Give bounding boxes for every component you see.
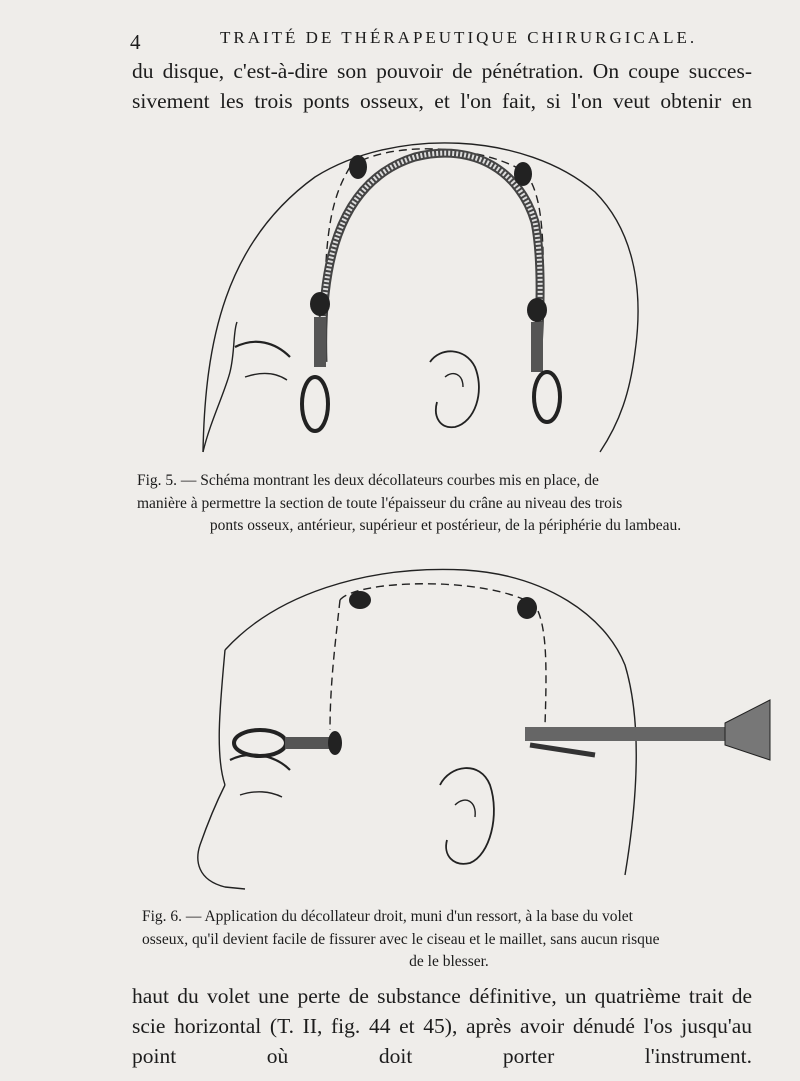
figure-6-caption xyxy=(142,906,756,974)
figure-6-caption-line-2: osseux, qu'il devient facile de fissurer avec le ciseau et le maillet, sans aucun risque xyxy=(142,930,660,948)
figure-6-caption-line-1: Fig. 6. — Application du décollateur droit, muni d'un ressort, à la base du volet xyxy=(142,908,633,925)
figure-6-illustration xyxy=(185,555,785,900)
figure-5-caption-line-1: Fig. 5. — Schéma montrant les deux décollateurs courbes mis en place, de xyxy=(137,472,599,489)
outro-line-1: haut du volet une perte de substance définitive, un quatrième trait de xyxy=(132,984,752,1008)
figure-5-caption-line-3: ponts osseux, antérieur, supérieur et postérieur, de la périphérie du lambeau. xyxy=(209,517,682,534)
running-title: TRAITÉ DE THÉRAPEUTIQUE CHIRURGICALE. xyxy=(220,28,698,47)
figure-5-illustration xyxy=(175,122,645,462)
figure-5-caption-line-2: manière à permettre la section de toute l'épaisseur du crâne au niveau des trois xyxy=(137,494,623,512)
outro-paragraph xyxy=(132,981,752,1071)
figure-6-caption-line-3: de le blesser. xyxy=(409,953,489,970)
page-number: 4 xyxy=(130,30,141,54)
outro-line-3: point où doit porter l'instrument. xyxy=(132,1044,752,1068)
intro-line-2: sivement les trois ponts osseux, et l'on fait, si l'on veut obtenir en xyxy=(132,89,752,113)
outro-line-2: scie horizontal (T. II, fig. 44 et 45), après avoir dénudé l'os jusqu'au xyxy=(132,1014,752,1038)
intro-paragraph xyxy=(132,56,752,116)
intro-line-1: du disque, c'est-à-dire son pouvoir de pénétration. On coupe succes- xyxy=(132,59,752,83)
figure-5-caption xyxy=(137,470,754,538)
